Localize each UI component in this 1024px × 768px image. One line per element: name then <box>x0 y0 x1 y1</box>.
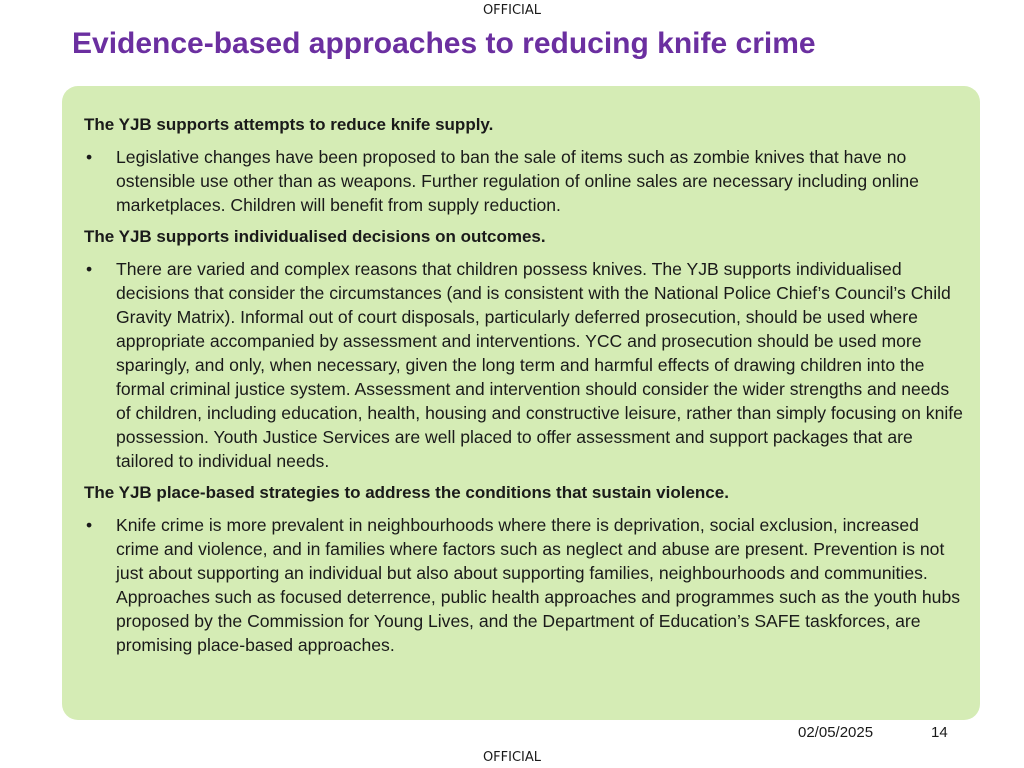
section-knife-supply <box>84 113 966 217</box>
bullet-text: Legislative changes have been proposed to ban the sale of items such as zombie knives that have no ostensible use other than as weapons. Further regulation of online sales are necessary including online marketplaces. Children will benefit from supply reduction. <box>116 147 919 215</box>
bullet-item <box>84 513 966 657</box>
bullet-marker: • <box>86 147 93 167</box>
section-heading: The YJB supports attempts to reduce knife supply. <box>84 115 494 134</box>
classification-footer: OFFICIAL <box>482 750 542 765</box>
slide-title: Evidence-based approaches to reducing knife crime <box>72 27 816 60</box>
bullet-marker: • <box>86 259 93 279</box>
section-place-based-strategies <box>84 481 966 657</box>
bullet-item <box>84 257 966 473</box>
section-individualised-decisions <box>84 225 966 473</box>
bullet-item <box>84 145 966 217</box>
bullet-text: There are varied and complex reasons that children possess knives. The YJB supports individualised decisions that consider the circumstances (and is consistent with the National Police Chief’s Council’s Child Gravity Matrix). Informal out of court disposals, particularly deferred prosecution, should be used where appropriate accompanied by assessment and interventions. YCC and prosecution should be used more sparingly, and only, when necessary, given the long term and harmful effects of drawing children into the formal criminal justice system. Assessment and intervention should consider the wider strengths and needs of children, including education, health, housing and constructive leisure, rather than simply focusing on knife possession. Youth Justice Services are well placed to offer assessment and support packages that are tailored to individual needs. <box>116 259 963 471</box>
footer-date: 02/05/2025 <box>798 724 874 741</box>
classification-header: OFFICIAL <box>482 3 542 18</box>
section-heading: The YJB supports individualised decisions on outcomes. <box>84 227 546 246</box>
section-heading: The YJB place-based strategies to address the conditions that sustain violence. <box>84 483 729 502</box>
page-number: 14 <box>931 724 948 741</box>
content-box <box>62 86 980 720</box>
bullet-marker: • <box>86 515 93 535</box>
bullet-text: Knife crime is more prevalent in neighbourhoods where there is deprivation, social exclusion, increased crime and violence, and in families where factors such as neglect and abuse are present. Prevention is not just about supporting an individual but also about supporting families, neighbourhoods and communities. Approaches such as focused deterrence, public health approaches and programmes such as the youth hubs proposed by the Commission for Young Lives, and the Department of Education’s SAFE taskforces, are promising place-based approaches. <box>116 515 961 655</box>
